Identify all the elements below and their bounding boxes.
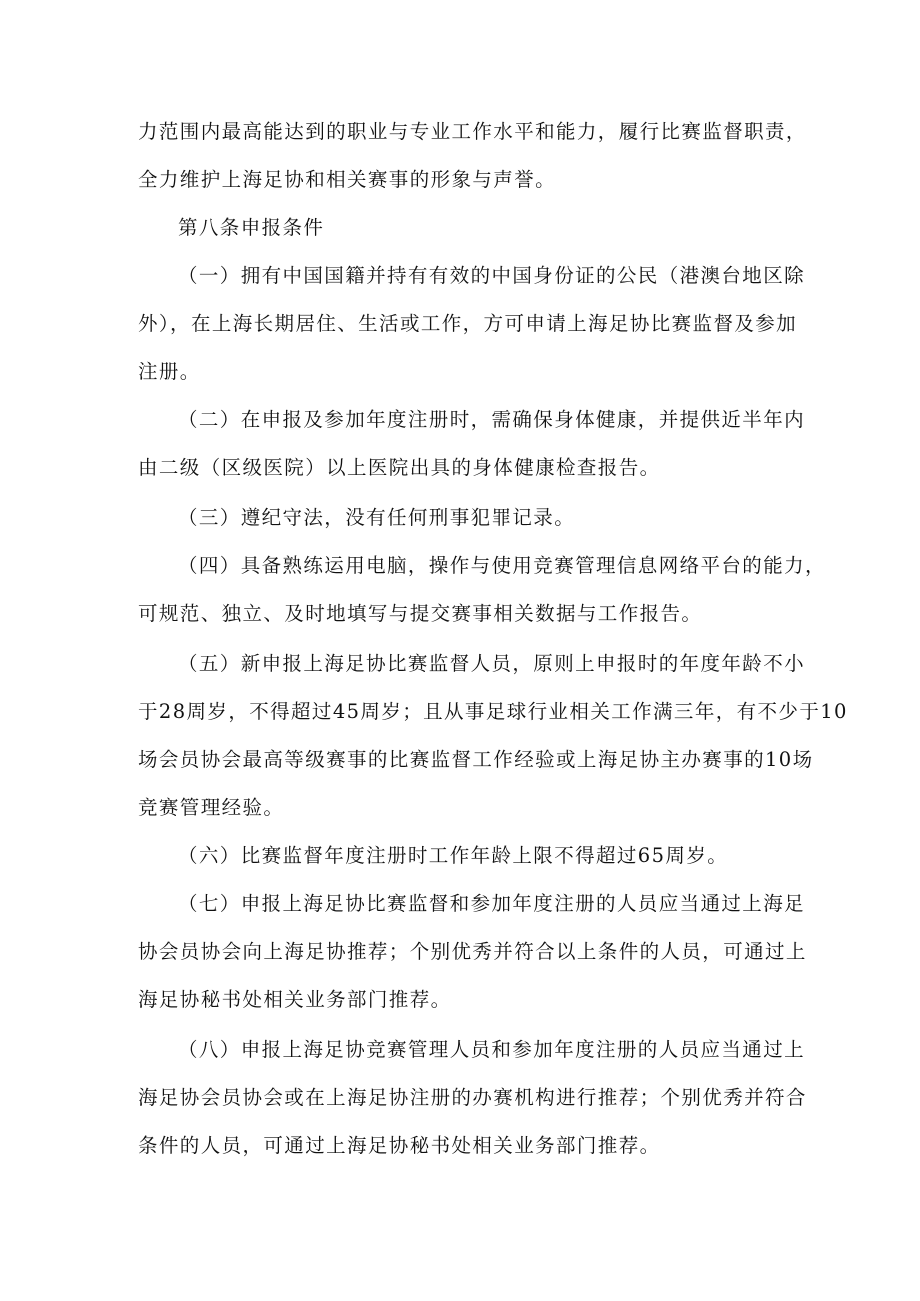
- item-2-line-1: （二）在申报及参加年度注册时，需确保身体健康，并提供近半年内: [178, 408, 806, 431]
- item-5-line-3: 场会员协会最高等级赛事的比赛监督工作经验或上海足协主办赛事的10场: [138, 748, 814, 771]
- item-8-line-3: 条件的人员，可通过上海足协秘书处相关业务部门推荐。: [138, 1134, 661, 1157]
- item-4-line-1: （四）具备熟练运用电脑，操作与使用竞赛管理信息网络平台的能力，: [178, 554, 826, 577]
- item-5-line-2: 于28周岁，不得超过45周岁；且从事足球行业相关工作满三年，有不少于10: [138, 700, 848, 723]
- item-2-line-2: 由二级（区级医院）以上医院出具的身体健康检查报告。: [138, 456, 661, 479]
- item-5-line-1: （五）新申报上海足协比赛监督人员，原则上申报时的年度年龄不小: [178, 652, 806, 675]
- item-6-line-1: （六）比赛监督年度注册时工作年龄上限不得超过65周岁。: [178, 844, 729, 867]
- article-heading: 第八条申报条件: [178, 216, 325, 239]
- item-7-line-1: （七）申报上海足协比赛监督和参加年度注册的人员应当通过上海足: [178, 892, 806, 915]
- item-1-line-2: 外），在上海长期居住、生活或工作，方可申请上海足协比赛监督及参加: [138, 312, 798, 335]
- item-8-line-1: （八）申报上海足协竞赛管理人员和参加年度注册的人员应当通过上: [178, 1038, 806, 1061]
- item-5-line-4: 竞赛管理经验。: [138, 796, 285, 819]
- item-1-line-1: （一）拥有中国国籍并持有有效的中国身份证的公民（港澳台地区除: [178, 264, 806, 287]
- item-3-line-1: （三）遵纪守法，没有任何刑事犯罪记录。: [178, 506, 576, 529]
- item-1-line-3: 注册。: [138, 360, 201, 383]
- intro-line-2: 全力维护上海足协和相关赛事的形象与声誉。: [138, 168, 557, 191]
- item-7-line-2: 协会员协会向上海足协推荐；个别优秀并符合以上条件的人员，可通过上: [138, 940, 807, 963]
- intro-line-1: 力范围内最高能达到的职业与专业工作水平和能力，履行比赛监督职责，: [138, 120, 807, 143]
- item-8-line-2: 海足协会员协会或在上海足协注册的办赛机构进行推荐；个别优秀并符合: [138, 1086, 807, 1109]
- item-7-line-3: 海足协秘书处相关业务部门推荐。: [138, 988, 452, 1011]
- item-4-line-2: 可规范、独立、及时地填写与提交赛事相关数据与工作报告。: [138, 602, 703, 625]
